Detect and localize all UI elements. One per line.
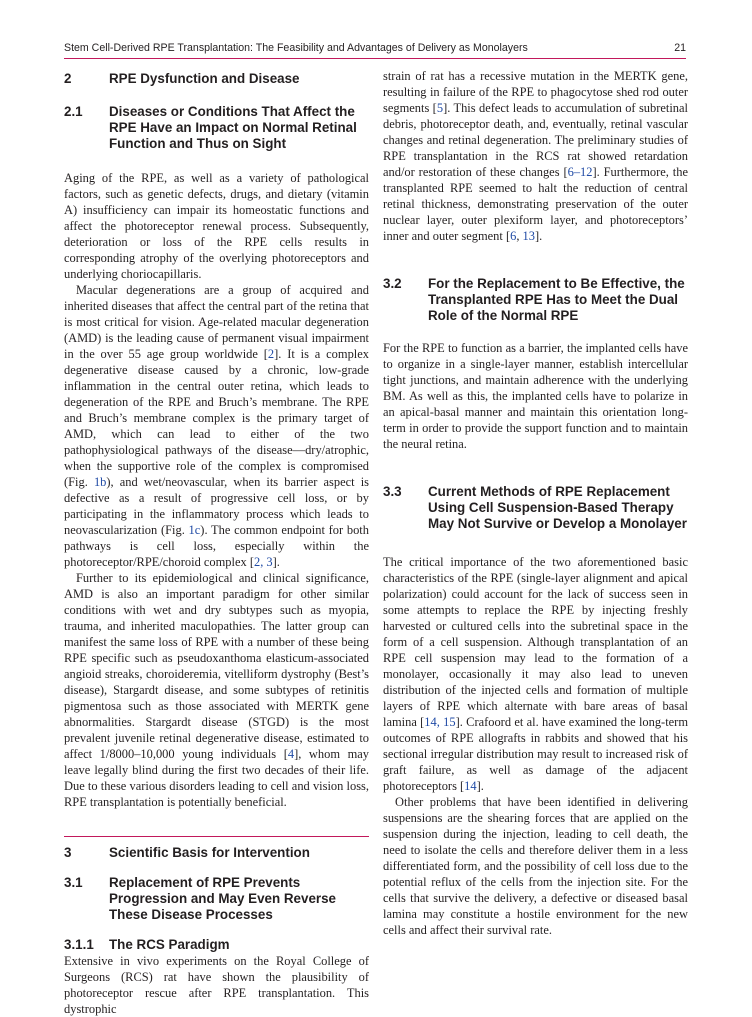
section-title: Scientific Basis for Intervention [109, 845, 310, 860]
text-run: The critical importance of the two aforementioned basic characteristics of the RPE (single-layer alignment and apical polarization) could account for the lack of success seen in some attempts to replace the RPE by injecting freshly harvested or cultured cells into the subretinal space in the form of a cell suspension. Although transplantation of an RPE cell suspension may lead to the formation of a monolayer, occasionally it may also lead to uneven distribution of the injected cells and formation of multiple layers of RPE which alternate with bare areas of basal lamina [ [383, 555, 688, 729]
section-heading-3-3 [383, 484, 688, 532]
text-run: , [516, 229, 523, 243]
section-number: 3.2 [383, 276, 402, 291]
figure-link[interactable]: 1c [188, 523, 201, 537]
section-number: 3 [64, 845, 72, 860]
text-run: Further to its epidemiological and clinical significance, AMD is also an important paradigm for other similar conditions with wet and dry subtypes such as myopia, trauma, and inherited maculopathies. The latter group can manifest the same loss of RPE with a number of these being RPE specific such as pseudoxanthoma elasticum-associated angioid streaks, choroideremia, vitelliform dystrophy (Best’s disease), Stargardt disease, and some subtypes of retinitis pigmentosa such as those associated with MERTK gene abnormalities. Stargardt disease (STGD) is the most prevalent juvenile retinal degenerative disease, estimated to affect 1/8000–10,000 young individuals [ [64, 571, 369, 761]
section-heading-3-2 [383, 276, 688, 324]
section-number: 3.1.1 [64, 937, 94, 952]
text-run: ), and wet/neovascular, when its barrier aspect is defective as a result of progressive cell loss, or by participating in the inflammatory process which leads to neovascularization (Fig. [64, 475, 369, 537]
citation-link[interactable]: 6 [510, 229, 517, 243]
text-run: ]. [476, 779, 484, 793]
text-run: ]. [534, 229, 543, 243]
citation-link[interactable]: 2, 3 [253, 555, 273, 569]
running-head [64, 42, 686, 54]
text-run: ]. This defect leads to accumulation of subretinal debris, photoreceptor death, and, eventually, retinal vascular changes and retinal degeneration. The preliminary studies of RPE transplantation in the RCS rat showed retardation and/or restoration of these changes [ [383, 101, 688, 179]
section-heading-3-1-1 [64, 937, 369, 953]
text-run: ]. It is a complex degenerative disease caused by a chronic, low-grade inflammation in the central outer retina, which leads to degeneration of the RPE and Bruch’s membrane. The RPE and Bruch’s membrane complex is the primary target of AMD, which can lead to either of the two pathophysiological pathways of the disease—dry/atrophic, when the supportive role of the complex is compromised (Fig. [64, 347, 369, 489]
text-run: strain of rat has a recessive mutation in the MERTK gene, resulting in failure of the RPE to phagocytose shed rod outer segments [ [383, 69, 688, 115]
section-title: Diseases or Conditions That Affect the RPE Have an Impact on Normal Retinal Function and Thus on Sight [109, 104, 357, 151]
text-run: ]. Furthermore, the transplanted RPE seemed to halt the reduction of central retinal thickness, demonstrating preservation of the outer nuclear layer, outer plexiform layer, and photoreceptors’ inner and outer segment [ [383, 165, 688, 243]
text-run: Macular degenerations are a group of acquired and inherited diseases that affect the central part of the retina that is most critical for vision. Age-related macular degeneration (AMD) is the leading cause of permanent visual impairment in the over 55 age group worldwide [ [64, 283, 369, 361]
text-run: ). The common endpoint for both pathways is cell loss, especially within the photoreceptor/RPE/choroid complex [ [64, 523, 369, 569]
right-column [383, 68, 688, 938]
section-title: For the Replacement to Be Effective, the Transplanted RPE Has to Meet the Dual Role of the Normal RPE [428, 276, 685, 323]
citation-link[interactable]: 13 [522, 229, 535, 243]
citation-link[interactable]: 4 [287, 747, 295, 761]
paragraph-aging: Aging of the RPE, as well as a variety of pathological factors, such as genetic defects, drugs, and dietary (vitamin A) insufficiency can impair its homeostatic functions and affect the photoreceptor renewal process. Subsequently, deterioration or loss of the RPE cells results in corresponding atrophy of the overlying photoreceptors and underlying choriocapillaris. [64, 171, 369, 281]
section-title: RPE Dysfunction and Disease [109, 71, 300, 86]
paragraph-rcs: Extensive in vivo experiments on the Royal College of Surgeons (RCS) rat have shown the plausibility of photoreceptor rescue after RPE transplantation. This dystrophic [64, 954, 369, 1016]
text-run: ]. Crafoord et al. have examined the long-term outcomes of RPE allografts in rabbits and showed that his sectional irregular distribution may result to increased risk of graft failure, as well as damage of the adjacent photoreceptors [ [383, 715, 688, 793]
paragraph-macular [64, 282, 369, 570]
page-number: 21 [674, 42, 686, 54]
paragraph-rcs-continued [383, 68, 688, 244]
section-heading-3 [64, 845, 369, 861]
section-title: Replacement of RPE Prevents Progression and May Even Reverse These Disease Processes [109, 875, 336, 922]
paragraph-critical-importance [383, 554, 688, 794]
left-column [64, 68, 369, 1017]
citation-link[interactable]: 2 [267, 347, 275, 361]
citation-link[interactable]: 14 [464, 779, 477, 793]
citation-link[interactable]: 5 [436, 101, 444, 115]
section-heading-2-1 [64, 104, 369, 152]
section-number: 3.3 [383, 484, 402, 499]
section-title: The RCS Paradigm [109, 937, 230, 952]
section-number: 3.1 [64, 875, 83, 890]
paragraph-other-problems: Other problems that have been identified in delivering suspensions are the shearing forces that are applied on the suspension during the injection, leading to cell death, the need to isolate the cells and therefore deliver them in a less differentiated form, and the possibility of cell loss due to the potential reflux of the cells from the injection site. For the cells that survive the delivery, a defective or diseased basal lamina may constitute a hostile environment for the new cells and affect their survival rate. [383, 795, 688, 937]
section-heading-2 [64, 71, 369, 87]
figure-link[interactable]: 1b [93, 475, 107, 489]
citation-link[interactable]: 14, 15 [424, 715, 456, 729]
section-number: 2.1 [64, 104, 83, 119]
paragraph-epidemiology [64, 570, 369, 810]
citation-link[interactable]: 6–12 [567, 165, 593, 179]
section-heading-3-1 [64, 875, 369, 923]
section-rule [64, 836, 369, 837]
paragraph-barrier: For the RPE to function as a barrier, the implanted cells have to organize in a single-layer manner, establish intercellular tight junctions, and maintain adherence with the underlying BM. As well as this, the implanted cells have to polarize in an apical-basal manner and maintain this orientation long-term in order to provide the support function and to maintain the neural retina. [383, 341, 688, 451]
section-number: 2 [64, 71, 72, 86]
running-head-title: Stem Cell-Derived RPE Transplantation: The Feasibility and Advantages of Delivery as Monolayers [64, 42, 528, 54]
header-rule [64, 58, 686, 59]
section-title: Current Methods of RPE Replacement Using Cell Suspension-Based Therapy May Not Survive or Develop a Monolayer [428, 484, 687, 531]
text-run: ], whom may leave legally blind during the first two decades of their life. Due to these various disorders leading to cell and vision loss, RPE transplantation is potentially beneficial. [64, 747, 370, 809]
text-run: ]. [272, 555, 280, 569]
